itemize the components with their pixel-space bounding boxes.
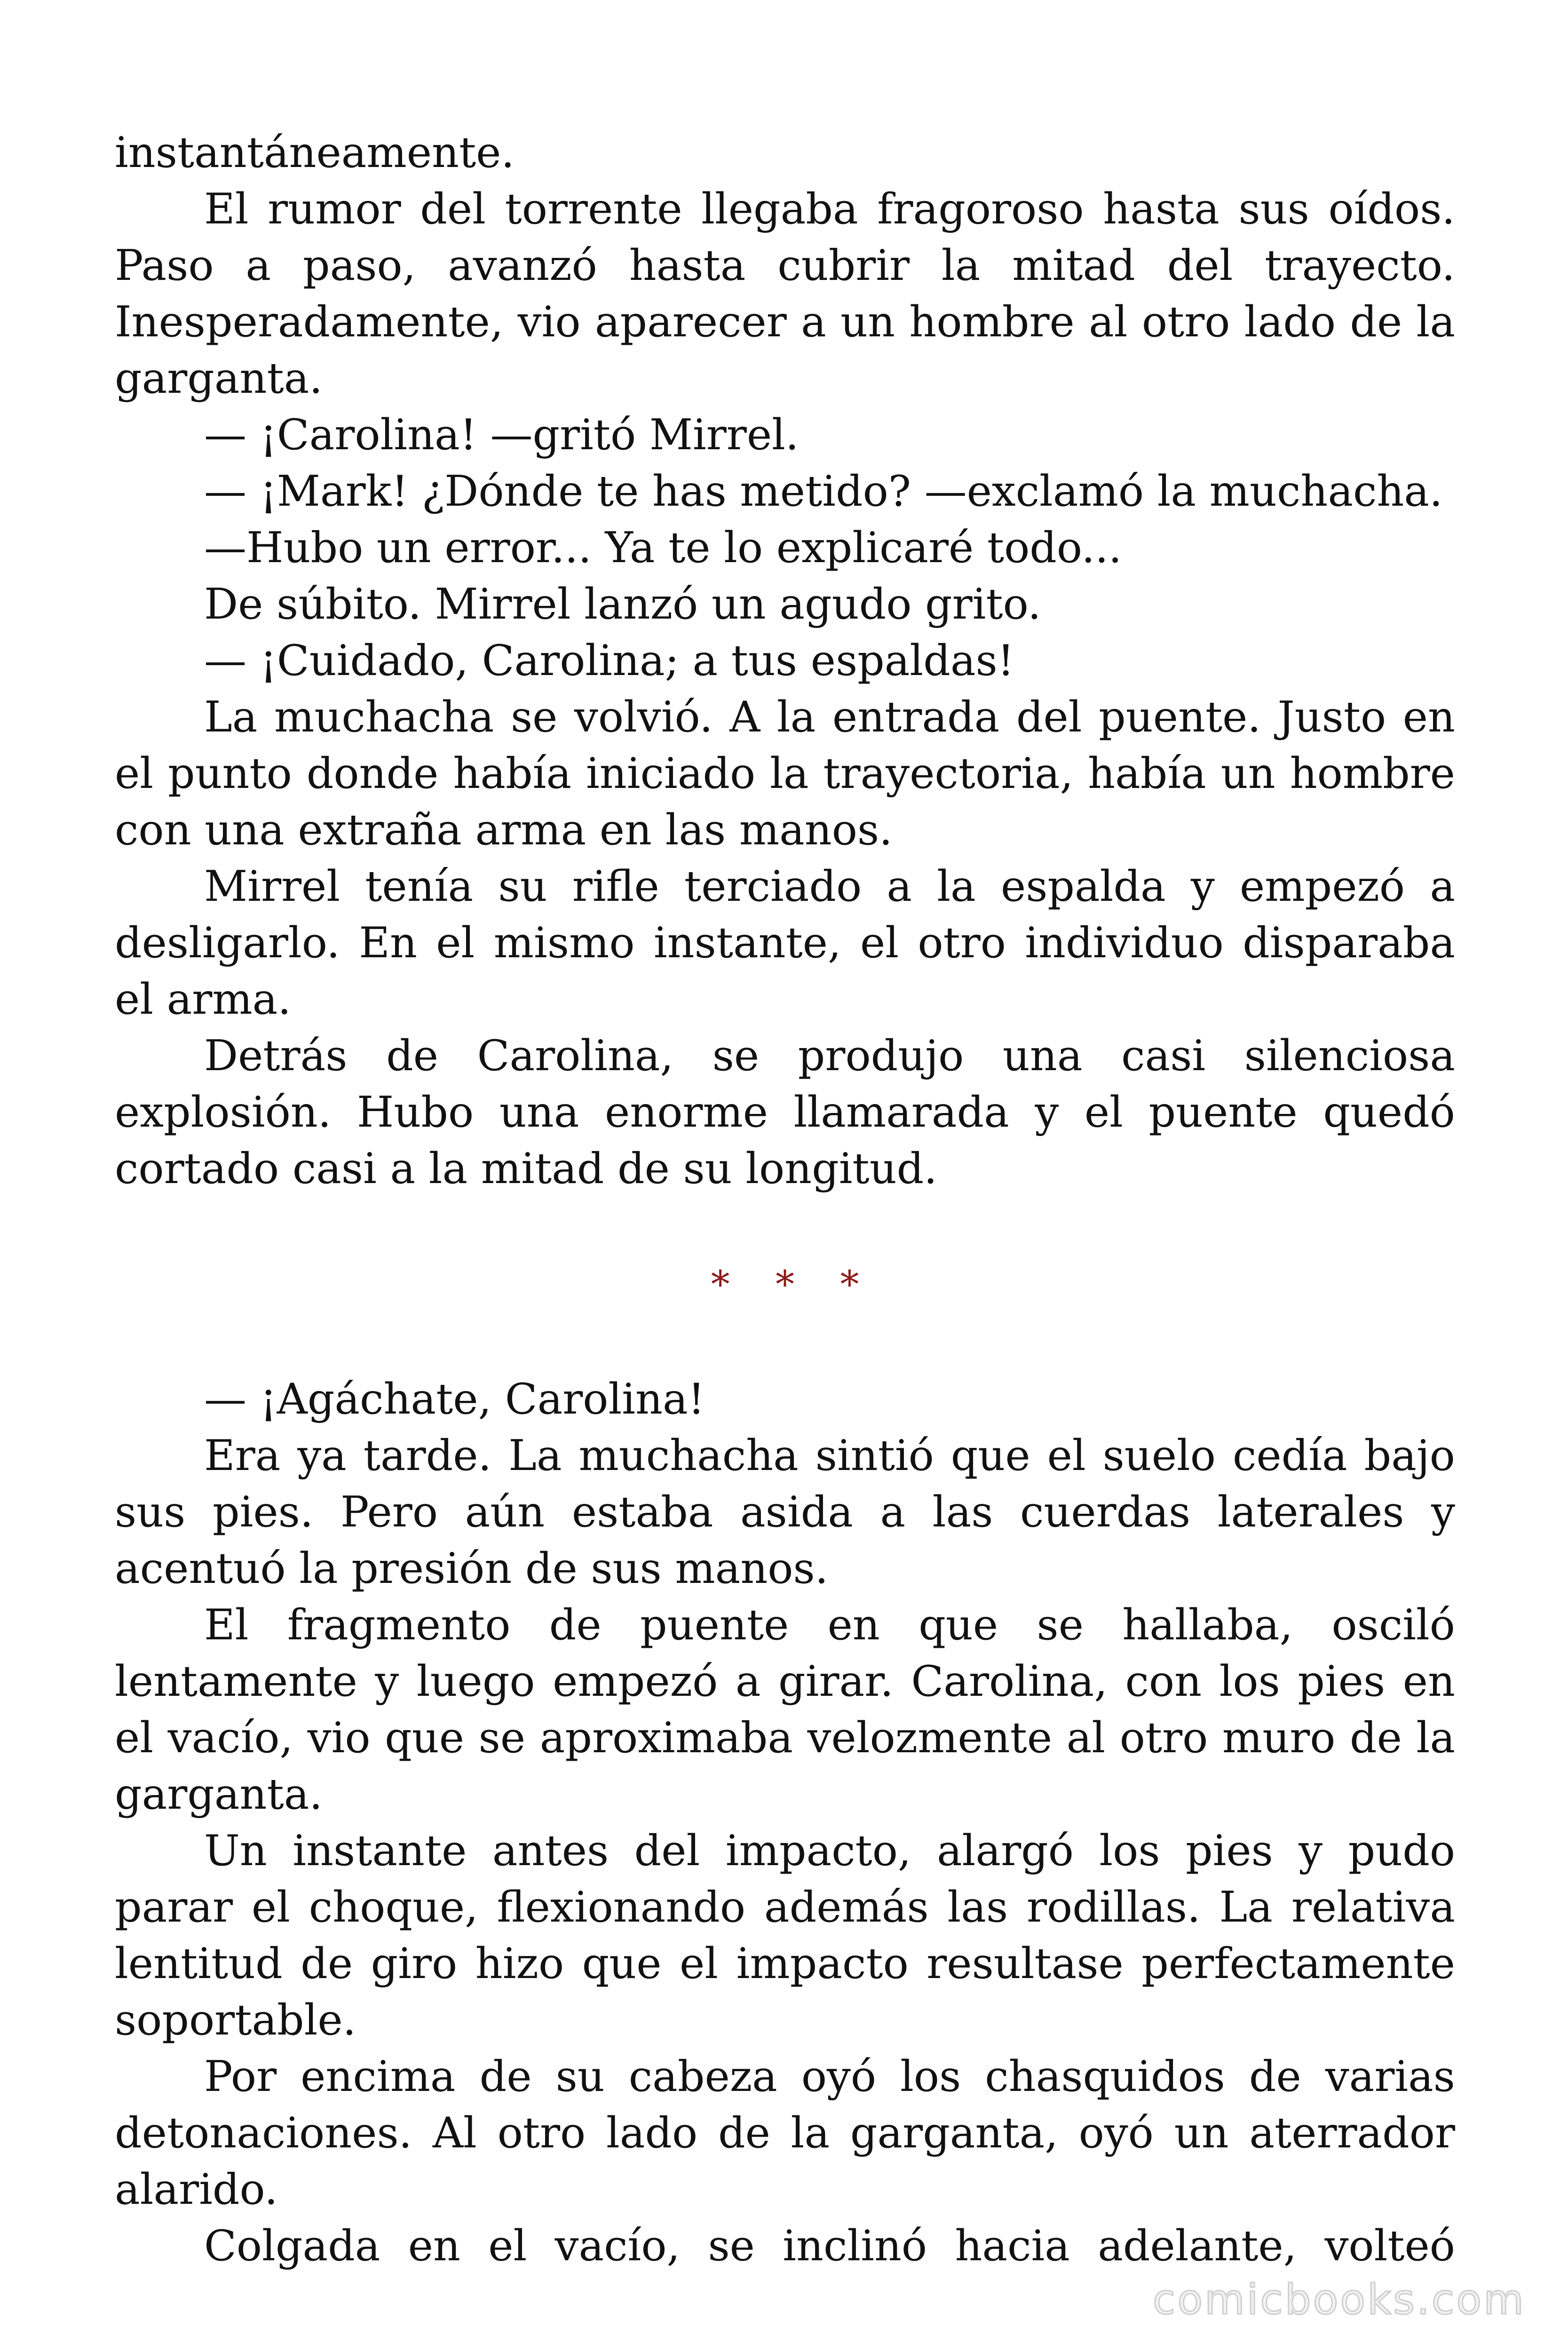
dialogue-line: —Hubo un error... Ya te lo explicaré todo... — [204, 523, 1122, 572]
watermark-logo: comicbooks.com — [1152, 2275, 1526, 2324]
paragraph: El fragmento de puente en que se hallaba, osciló lentamente y luego empezó a girar. Carolina, con los pies en el vacío, vio que se aproximaba velozmente al otro muro de la garganta. — [115, 1600, 1455, 1819]
dialogue-line: — ¡Cuidado, Carolina; a tus espaldas! — [204, 636, 1014, 685]
dialogue-line: — ¡Mark! ¿Dónde te has metido? —exclamó la muchacha. — [204, 467, 1443, 516]
paragraph: Detrás de Carolina, se produjo una casi silenciosa explosión. Hubo una enorme llamarada y el puente quedó cortado casi a la mitad de su longitud. — [115, 1031, 1455, 1193]
paragraph: El rumor del torrente llegaba fragoroso hasta sus oídos. Paso a paso, avanzó hasta cubrir la mitad del trayecto. Inesperadamente, vio aparecer a un hombre al otro lado de la garganta. — [115, 184, 1455, 403]
paragraph: Un instante antes del impacto, alargó los pies y pudo parar el choque, flexionando además las rodillas. La relativa lentitud de giro hizo que el impacto resultase perfectamente soportable. — [115, 1826, 1455, 2045]
paragraph-continuation: instantáneamente. — [115, 128, 515, 177]
paragraph: De súbito. Mirrel lanzó un agudo grito. — [204, 580, 1041, 629]
dialogue-line: — ¡Agáchate, Carolina! — [204, 1375, 705, 1424]
dialogue-line: — ¡Carolina! —gritó Mirrel. — [204, 410, 799, 460]
paragraph: Mirrel tenía su rifle terciado a la espalda y empezó a desligarlo. En el mismo instante, el otro individuo disparaba el arma. — [115, 862, 1455, 1024]
book-page — [115, 125, 1455, 2274]
paragraph: La muchacha se volvió. A la entrada del puente. Justo en el punto donde había iniciado la trayectoria, había un hombre con una extraña arma en las manos. — [115, 692, 1455, 855]
paragraph-continues: Colgada en el vacío, se inclinó hacia adelante, volteó — [204, 2221, 1455, 2271]
paragraph: Por encima de su cabeza oyó los chasquidos de varias detonaciones. Al otro lado de la garganta, oyó un aterrador alarido. — [115, 2052, 1455, 2214]
paragraph: Era ya tarde. La muchacha sintió que el suelo cedía bajo sus pies. Pero aún estaba asida a las cuerdas laterales y acentuó la presión de sus manos. — [115, 1431, 1455, 1593]
section-separator: * * * — [711, 1262, 876, 1306]
